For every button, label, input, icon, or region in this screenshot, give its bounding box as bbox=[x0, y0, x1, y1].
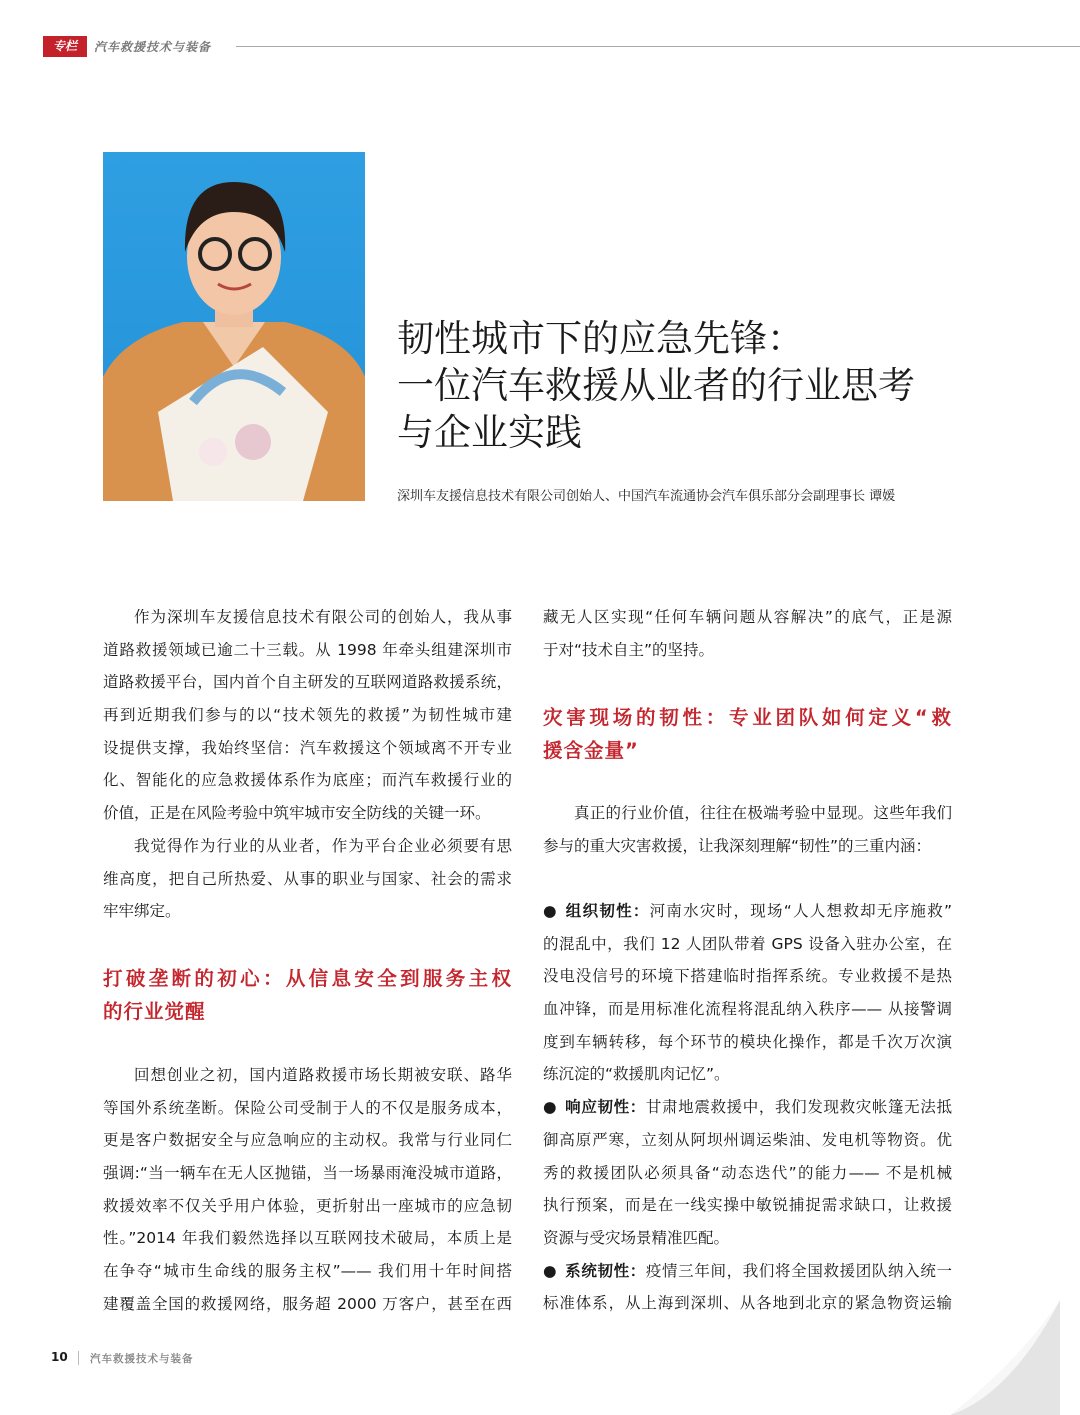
title-line: 韧性城市下的应急先锋： bbox=[397, 317, 804, 360]
header-divider bbox=[236, 46, 1080, 47]
left-paragraph-2 bbox=[103, 830, 512, 928]
text-line: 维高度，把自己所热爱、从事的职业与国家、社会的需求 bbox=[103, 869, 512, 888]
text-line: 救援效率不仅关乎用户体验，更折射出一座城市的应急韧 bbox=[103, 1196, 512, 1215]
text-line: 执行预案，而是在一线实操中敏锐捕捉需求缺口，让救援 bbox=[543, 1196, 952, 1215]
bullet-label: 组织韧性： bbox=[565, 902, 650, 920]
text-line: 作为深圳车友援信息技术有限公司的创始人，我从事 bbox=[134, 608, 512, 626]
bullet-text: 疫情三年间，我们将全国救援团队纳入统一 bbox=[645, 1261, 952, 1280]
author-byline: 深圳车友援信息技术有限公司创始人、中国汽车流通协会汽车俱乐部分会副理事长 谭媛 bbox=[397, 489, 896, 504]
text-line: 建覆盖全国的救援网络，服务超 2000 万客户，甚至在西 bbox=[103, 1294, 512, 1313]
column-tag: 专栏 bbox=[43, 36, 87, 57]
text-line: 性。”2014 年我们毅然选择以互联网技术破局，本质上是 bbox=[103, 1229, 512, 1248]
text-line: 回想创业之初，国内道路救援市场长期被安联、路华 bbox=[134, 1066, 512, 1084]
text-line: 的行业觉醒 bbox=[103, 999, 206, 1023]
author-photo bbox=[103, 152, 365, 501]
right-paragraph-1 bbox=[543, 601, 952, 666]
footer-section: 汽车救援技术与装备 bbox=[90, 1353, 194, 1365]
text-line: 标准体系，从上海到深圳、从各地到北京的紧急物资运输 bbox=[543, 1294, 952, 1313]
text-line: 度到车辆转移，每个环节的模块化操作，都是千次万次演 bbox=[543, 1032, 952, 1051]
text-line: 在争夺“城市生命线的服务主权”—— 我们用十年时间搭 bbox=[103, 1262, 512, 1281]
text-line: 藏无人区实现“任何车辆问题从容解决”的底气，正是源 bbox=[543, 608, 952, 626]
text-line: 再到近期我们参与的以“技术领先的救援”为韧性城市建 bbox=[103, 706, 512, 725]
bullet-dot-icon: ● bbox=[543, 902, 558, 920]
bullet-item bbox=[543, 1255, 952, 1288]
bullet-text: 甘肃地震救援中，我们发现救灾帐篷无法抵 bbox=[645, 1098, 952, 1117]
text-line: 打破垄断的初心：从信息安全到服务主权 bbox=[103, 967, 512, 990]
text-line: 秀的救援团队必须具备“动态迭代”的能力—— 不是机械 bbox=[543, 1163, 952, 1182]
text-line: 设提供支撑，我始终坚信：汽车救援这个领域离不开专业 bbox=[103, 738, 512, 757]
text-line: 真正的行业价值，往往在极端考验中显现。这些年我们 bbox=[574, 804, 952, 822]
text-line: 于对“技术自主”的坚持。 bbox=[543, 640, 715, 659]
section-title: 汽车救援技术与装备 bbox=[94, 40, 212, 54]
text-line: 牢牢绑定。 bbox=[103, 902, 181, 921]
text-line: 参与的重大灾害救援，让我深刻理解“韧性”的三重内涵： bbox=[543, 836, 932, 855]
bullet-label: 响应韧性： bbox=[565, 1098, 646, 1117]
text-line: 御高原严寒，立刻从阿坝州调运柴油、发电机等物资。优 bbox=[543, 1130, 952, 1149]
bullet-text: 河南水灾时，现场“人人想救却无序施救” bbox=[649, 902, 952, 920]
text-line: 灾害现场的韧性：专业团队如何定义“救 bbox=[543, 706, 952, 729]
text-line: 道路救援领域已逾二十三载。从 1998 年牵头组建深圳市 bbox=[103, 640, 512, 659]
bullet-list bbox=[543, 895, 952, 1320]
section-heading-1 bbox=[103, 963, 512, 1028]
left-paragraph-1 bbox=[103, 601, 512, 830]
bullet-label: 系统韧性： bbox=[565, 1261, 646, 1280]
text-line: 强调:“当一辆车在无人区抛锚，当一场暴雨淹没城市道路， bbox=[103, 1164, 512, 1183]
text-line: 练沉淀的“救援肌肉记忆”。 bbox=[543, 1065, 730, 1084]
bullet-item bbox=[543, 895, 952, 928]
text-line: 我觉得作为行业的从业者，作为平台企业必须要有思 bbox=[134, 837, 512, 855]
page-curl-decoration bbox=[950, 1300, 1060, 1415]
left-paragraph-3 bbox=[103, 1059, 512, 1321]
text-line: 更是客户数据安全与应急响应的主动权。我常与行业同仁 bbox=[103, 1131, 512, 1150]
text-line: 等国外系统垄断。保险公司受制于人的不仅是服务成本， bbox=[103, 1098, 512, 1117]
text-line: 价值，正是在风险考验中筑牢城市安全防线的关键一环。 bbox=[103, 804, 491, 823]
text-line: 化、智能化的应急救援体系作为底座；而汽车救援行业的 bbox=[103, 771, 512, 790]
bullet-item bbox=[543, 1091, 952, 1124]
bullet-dot-icon: ● bbox=[543, 1098, 558, 1117]
text-line: 道路救援平台，国内首个自主研发的互联网道路救援系统， bbox=[103, 673, 512, 692]
text-line: 资源与受灾场景精准匹配。 bbox=[543, 1228, 730, 1247]
text-line: 没电没信号的环境下搭建临时指挥系统。专业救援不是热 bbox=[543, 967, 952, 986]
bullet-dot-icon: ● bbox=[543, 1261, 558, 1280]
title-line: 一位汽车救援从业者的行业思考 bbox=[397, 364, 915, 407]
section-heading-2 bbox=[543, 702, 952, 767]
footer-divider bbox=[78, 1351, 79, 1365]
text-line: 血冲锋，而是用标准化流程将混乱纳入秩序—— 从接警调 bbox=[543, 1000, 952, 1019]
article-title bbox=[397, 315, 915, 456]
text-line: 的混乱中，我们 12 人团队带着 GPS 设备入驻办公室，在 bbox=[543, 934, 952, 953]
page-number: 10 bbox=[51, 1350, 68, 1364]
title-line: 与企业实践 bbox=[397, 411, 582, 454]
text-line: 援含金量” bbox=[543, 738, 639, 762]
right-paragraph-2 bbox=[543, 797, 952, 862]
